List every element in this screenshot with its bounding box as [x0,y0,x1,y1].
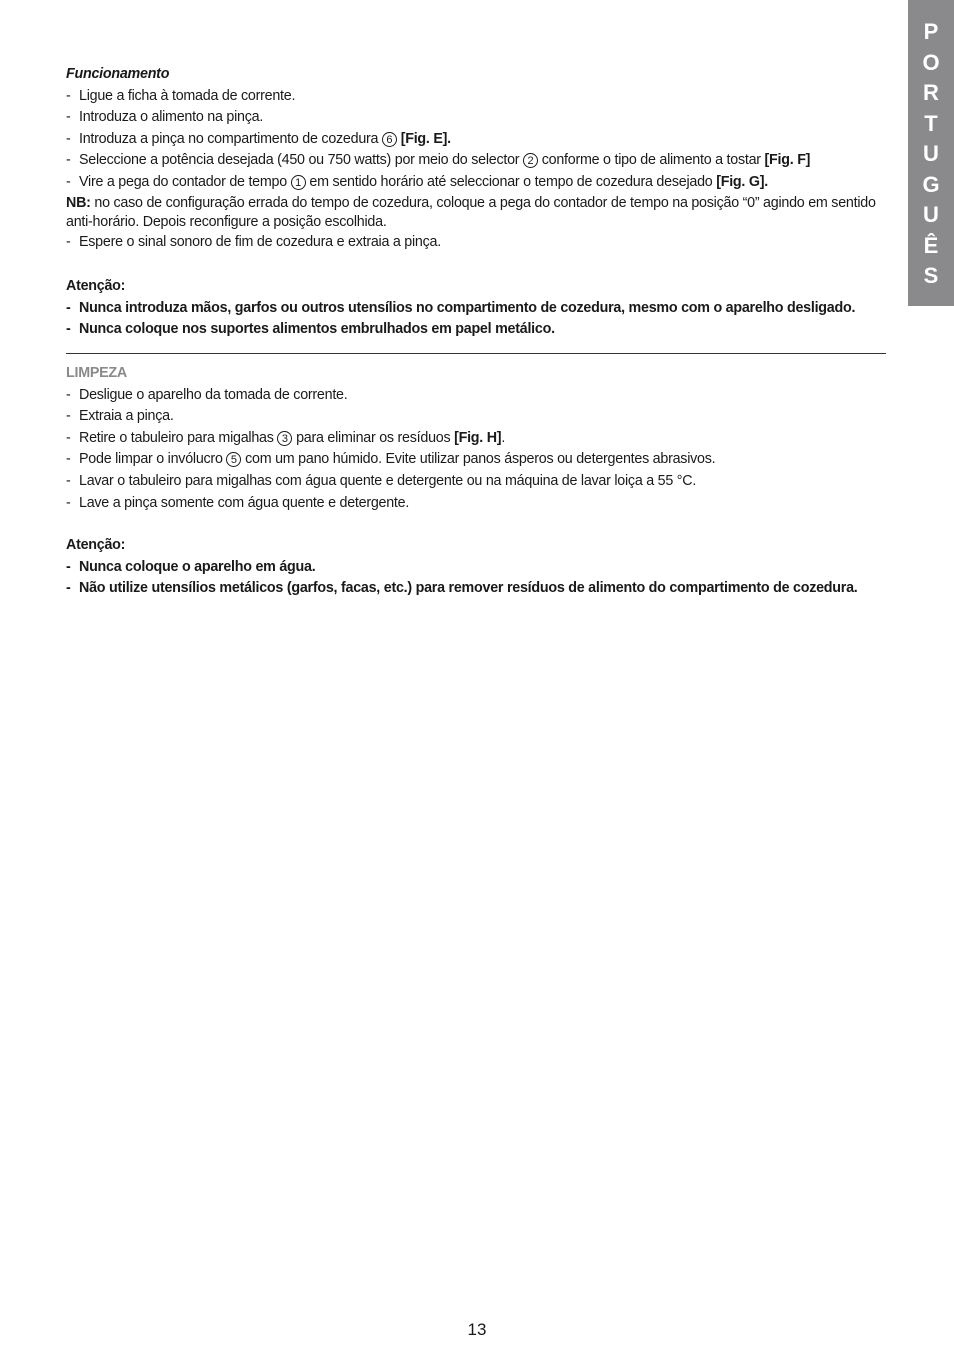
list-item: - Seleccione a potência desejada (450 ou 750 watts) por meio do selector 2 conforme o tipo de alimento a tostar [Fig. F] [66,152,811,169]
tab-letter: U [923,202,939,227]
page-number: 13 [467,1320,487,1339]
figure-reference: [Fig. H] [454,429,502,446]
warning-item: - Nunca introduza mãos, garfos ou outros utensílios no compartimento de cozedura, mesmo com o aparelho desligado. [66,299,856,316]
language-side-tab [908,0,954,306]
tab-letter: Ê [923,232,939,258]
figure-reference: [Fig. F] [764,152,811,169]
tab-letter: T [924,110,938,136]
list-item: - Espere o sinal sonoro de fim de cozedura e extraia a pinça. [66,233,441,250]
tab-letter: G [922,171,940,197]
list-item: - Introduza o alimento na pinça. [66,109,264,126]
circled-number-icon: 3 [277,431,292,446]
list-item: - Vire a pega do contador de tempo 1 em sentido horário até seleccionar o tempo de cozedura desejado [Fig. G]. [66,173,768,190]
circled-number-icon: 1 [291,175,306,190]
list-item: - Extraia a pinça. [66,408,174,425]
limpeza-heading: LIMPEZA [66,364,127,381]
warning-item: - Nunca coloque o aparelho em água. [66,558,316,575]
nb-note [66,194,888,232]
tab-letter: R [923,80,939,105]
circled-number-icon: 5 [226,452,241,467]
circled-number-icon: 6 [382,132,397,147]
list-item: - Desligue o aparelho da tomada de corrente. [66,386,348,403]
warning-title: Atenção: [66,537,126,554]
list-item: - Lave a pinça somente com água quente e detergente. [66,494,410,511]
figure-reference: [Fig. E]. [400,130,451,147]
tab-letter: S [923,263,939,288]
funcionamento-heading: Funcionamento [66,66,170,82]
tab-letter: U [923,141,939,166]
section-divider [66,353,886,354]
spacer [66,253,888,276]
tab-letter: P [923,19,939,44]
nb-text: no caso de configuração errada do tempo de cozedura, coloque a pega do contador de tempo na posição “0” agindo em sentido anti-horário. Depois reconfigure a posição escolhida. [66,194,876,230]
figure-reference: [Fig. G]. [716,173,768,190]
list-item: - Ligue a ficha à tomada de corrente. [66,87,296,104]
list-item: - Lavar o tabuleiro para migalhas com água quente e detergente ou na máquina de lavar loiça a 55 °C. [66,472,697,489]
nb-label: NB: [66,194,91,211]
circled-number-icon: 2 [523,153,538,168]
list-item: - Pode limpar o invólucro 5 com um pano húmido. Evite utilizar panos ásperos ou detergentes abrasivos. [66,451,716,468]
warning-title: Atenção: [66,278,126,295]
main-content [66,64,888,600]
list-item: - Introduza a pinça no compartimento de cozedura 6 [Fig. E]. [66,130,451,147]
tab-letter: O [922,49,940,75]
warning-item: - Não utilize utensílios metálicos (garfos, facas, etc.) para remover resíduos de alimento do compartimento de cozedura. [66,580,858,597]
warning-item: - Nunca coloque nos suportes alimentos embrulhados em papel metálico. [66,321,555,338]
spacer [66,514,888,535]
list-item: - Retire o tabuleiro para migalhas 3 para eliminar os resíduos [Fig. H]. [66,429,506,446]
